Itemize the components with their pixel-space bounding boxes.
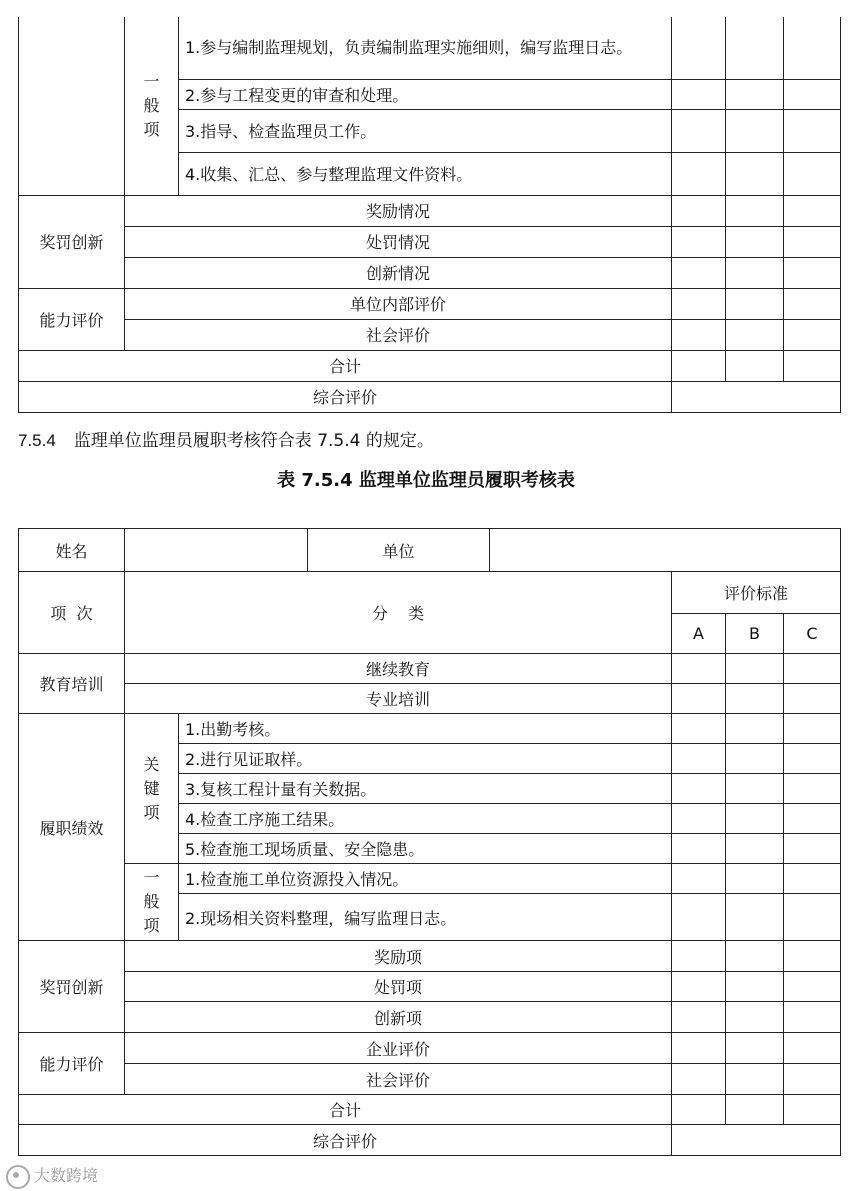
item-header: 项 次 [19,572,125,654]
criteria-header: 评价标准 [672,572,841,614]
grade-a-header: A [672,614,726,654]
table-row [19,684,841,714]
clause-paragraph [18,426,434,451]
table-row [19,864,841,894]
grade-a-cell [672,894,726,941]
grade-c-cell [784,714,841,744]
general-item-1: 1.参与编制监理规划，负责编制监理实施细则，编写监理日志。 [179,17,672,79]
grade-c-cell [784,350,841,381]
grade-b-cell [726,684,784,714]
table-row [19,381,841,412]
blank-cell [19,17,125,195]
grade-a-cell [672,1064,726,1095]
name-label: 姓名 [19,529,125,572]
grade-b-cell [726,1064,784,1095]
grade-b-cell [726,350,784,381]
grade-c-cell [784,894,841,941]
watermark [6,1163,98,1189]
grade-a-cell [672,226,726,257]
grade-b-cell [726,714,784,744]
table-row [19,572,841,614]
grade-a-cell [672,109,726,152]
clause-number: 7.5.4 [18,431,56,450]
grade-b-cell [726,195,784,226]
grade-c-cell [784,972,841,1002]
grade-b-cell [726,79,784,109]
table-row [19,288,841,319]
table-supervision-engineer-continued [18,17,841,413]
reward-item-1: 奖励情况 [125,195,672,226]
grade-a-cell [672,17,726,79]
grade-c-cell [784,774,841,804]
grade-a-cell [672,319,726,350]
grade-b-cell [726,1033,784,1064]
grade-b-cell [726,654,784,684]
overall-value-cell [672,1125,841,1156]
grade-c-cell [784,834,841,864]
grade-a-cell [672,288,726,319]
key-label-char: 键 [143,778,160,798]
table-row [19,17,841,79]
grade-c-cell [784,744,841,774]
grade-a-cell [672,804,726,834]
overall-value-cell [672,381,841,412]
grade-a-cell [672,744,726,774]
general-item-2: 2.参与工程变更的审查和处理。 [179,79,672,109]
table-row [19,1002,841,1033]
grade-a-cell [672,350,726,381]
table-row [19,972,841,1002]
ability-item-2: 社会评价 [125,1064,672,1095]
grade-b-cell [726,972,784,1002]
clause-text: 监理单位监理员履职考核符合表 7.5.4 的规定。 [73,431,434,451]
grade-b-cell [726,804,784,834]
grade-c-cell [784,1064,841,1095]
general-label-char: 般 [143,892,160,911]
table-title: 表 7.5.4 监理单位监理员履职考核表 [277,470,575,491]
general-item-1: 1.检查施工单位资源投入情况。 [179,864,672,894]
table-row [19,195,841,226]
ability-item-1: 企业评价 [125,1033,672,1064]
grade-b-cell [726,894,784,941]
grade-a-cell [672,195,726,226]
grade-c-cell [784,864,841,894]
key-label-char: 关 [143,754,160,774]
grade-c-cell [784,17,841,79]
grade-b-cell [726,1002,784,1033]
key-item-5: 5.检查施工现场质量、安全隐患。 [179,834,672,864]
total-label: 合计 [19,350,672,381]
ability-label: 能力评价 [19,288,125,350]
grade-a-cell [672,774,726,804]
table-row [19,714,841,744]
grade-c-cell [784,684,841,714]
grade-a-cell [672,714,726,744]
reward-item-2: 处罚情况 [125,226,672,257]
grade-a-cell [672,79,726,109]
grade-c-cell [784,804,841,834]
key-label-char: 项 [143,802,160,822]
general-item-3: 3.指导、检查监理员工作。 [179,109,672,152]
key-item-1: 1.出勤考核。 [179,714,672,744]
grade-b-cell [726,744,784,774]
grade-a-cell [672,1095,726,1125]
grade-b-cell [726,109,784,152]
overall-label: 综合评价 [19,381,672,412]
table-row [19,1064,841,1095]
general-label-char: 项 [143,916,160,935]
grade-c-cell [784,941,841,972]
grade-c-cell [784,109,841,152]
grade-b-cell [726,834,784,864]
grade-a-cell [672,1002,726,1033]
grade-b-cell [726,1095,784,1125]
reward-item-2: 处罚项 [125,972,672,1002]
total-label: 合计 [19,1095,672,1125]
grade-c-header: C [784,614,841,654]
key-item-4: 4.检查工序施工结果。 [179,804,672,834]
education-label: 教育培训 [19,654,125,714]
table-row [19,257,841,288]
grade-c-cell [784,654,841,684]
watermark-text: 大数跨境 [34,1166,99,1185]
grade-b-cell [726,319,784,350]
ability-label: 能力评价 [19,1033,125,1095]
ability-item-2: 社会评价 [125,319,672,350]
reward-label: 奖罚创新 [19,941,125,1033]
grade-b-cell [726,941,784,972]
reward-label: 奖罚创新 [19,195,125,288]
education-item-1: 继续教育 [125,654,672,684]
grade-a-cell [672,152,726,195]
reward-item-3: 创新情况 [125,257,672,288]
grade-a-cell [672,1033,726,1064]
grade-b-cell [726,152,784,195]
name-value-cell [125,529,308,572]
grade-b-cell [726,17,784,79]
grade-b-header: B [726,614,784,654]
grade-a-cell [672,834,726,864]
reward-item-3: 创新项 [125,1002,672,1033]
key-item-3: 3.复核工程计量有关数据。 [179,774,672,804]
general-label-char: 般 [143,95,160,115]
grade-c-cell [784,226,841,257]
table-supervisor-performance [18,528,841,1156]
general-label-char: 项 [143,119,160,139]
table-row [19,1125,841,1156]
grade-c-cell [784,152,841,195]
category-header: 分 类 [125,572,672,654]
table-row [19,226,841,257]
general-item-2: 2.现场相关资料整理，编写监理日志。 [179,894,672,941]
grade-c-cell [784,319,841,350]
general-items-label [125,864,179,941]
grade-c-cell [784,1033,841,1064]
table-row [19,319,841,350]
grade-c-cell [784,79,841,109]
grade-b-cell [726,257,784,288]
grade-c-cell [784,288,841,319]
grade-a-cell [672,684,726,714]
grade-c-cell [784,195,841,226]
grade-c-cell [784,257,841,288]
grade-a-cell [672,864,726,894]
key-item-2: 2.进行见证取样。 [179,744,672,774]
grade-a-cell [672,941,726,972]
grade-b-cell [726,288,784,319]
unit-label: 单位 [308,529,490,572]
grade-a-cell [672,972,726,1002]
overall-label: 综合评价 [19,1125,672,1156]
general-label-char: 一 [143,868,160,887]
reward-item-1: 奖励项 [125,941,672,972]
performance-label: 履职绩效 [19,714,125,941]
general-label-char: 一 [143,71,160,91]
ability-item-1: 单位内部评价 [125,288,672,319]
key-items-label [125,714,179,864]
table-row [19,654,841,684]
table-row [19,941,841,972]
general-item-4: 4.收集、汇总、参与整理监理文件资料。 [179,152,672,195]
grade-b-cell [726,864,784,894]
watermark-logo-icon [6,1165,30,1189]
grade-a-cell [672,257,726,288]
table-row [19,529,841,572]
table-row [19,350,841,381]
unit-value-cell [490,529,841,572]
grade-c-cell [784,1095,841,1125]
general-items-label [125,17,179,195]
grade-b-cell [726,774,784,804]
education-item-2: 专业培训 [125,684,672,714]
grade-b-cell [726,226,784,257]
grade-a-cell [672,654,726,684]
grade-c-cell [784,1002,841,1033]
table-row [19,1095,841,1125]
table-row [19,1033,841,1064]
